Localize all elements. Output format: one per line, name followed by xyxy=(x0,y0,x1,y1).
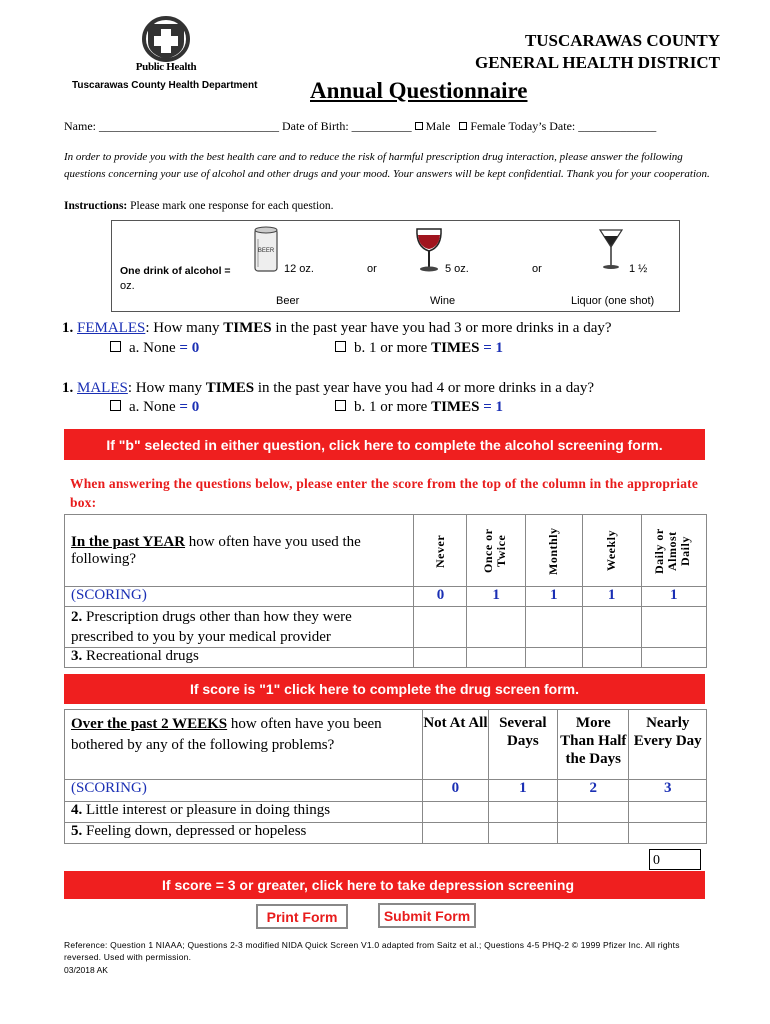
beer-can-text: BEER xyxy=(257,248,275,254)
prompt-rest: how often have you used the following? xyxy=(71,533,361,567)
answer-cell[interactable] xyxy=(423,802,488,823)
score-cell: 3 xyxy=(629,780,707,802)
question-text-b: in the past year have you had 4 or more drinks in a day? xyxy=(254,380,595,396)
checkbox[interactable] xyxy=(335,341,346,352)
answer-cell[interactable] xyxy=(525,648,582,668)
score-instruction: When answering the questions below, please enter the score from the top of the column in the appropriate box: xyxy=(70,476,699,510)
question-audience: MALES xyxy=(77,380,128,396)
col-never: Never xyxy=(432,533,447,568)
col-daily: Daily or Almost Daily xyxy=(651,527,692,574)
intro-text: In order to provide you with the best health care and to reduce the risk of harmful prescription drug interaction, please answer the following questions concerning your use of alcohol and other drugs and your mood. Your answers will be kept confidential. Thank you for your cooperation. xyxy=(64,151,710,180)
option-score: = 0 xyxy=(179,340,200,356)
answer-cell[interactable] xyxy=(467,607,525,648)
mood-table xyxy=(64,709,707,844)
drink-equivalents-box xyxy=(111,220,680,312)
instructions xyxy=(64,200,334,212)
alcohol-screening-link[interactable]: If "b" selected in either question, click here to complete the alcohol screening form. xyxy=(64,429,705,460)
liquor-amount: 1 ½ xyxy=(629,263,648,275)
form-code: 03/2018 AK xyxy=(64,965,108,975)
option-label: b. 1 or more xyxy=(354,399,432,415)
females-option-a[interactable] xyxy=(110,340,199,357)
question-5 xyxy=(65,823,423,844)
drug-prompt xyxy=(65,515,414,587)
prompt-bold: In the past YEAR xyxy=(71,533,186,550)
checkbox[interactable] xyxy=(335,400,346,411)
drug-use-table xyxy=(64,514,707,668)
q-num: 3. xyxy=(71,648,83,664)
col-header xyxy=(641,515,706,587)
option-score: = 0 xyxy=(179,399,200,415)
answer-cell[interactable] xyxy=(414,607,467,648)
score-cell: 0 xyxy=(423,780,488,802)
liquor-label: Liquor (one shot) xyxy=(571,295,655,307)
instructions-text: Please mark one response for each question. xyxy=(130,200,334,212)
col-once-twice: Once or Twice xyxy=(481,528,509,573)
col-monthly: Monthly xyxy=(546,526,561,575)
option-label: a. None xyxy=(129,399,180,415)
county-line-1: TUSCARAWAS COUNTY xyxy=(524,31,720,50)
answer-cell[interactable] xyxy=(641,648,706,668)
col-header xyxy=(582,515,641,587)
question-number: 1. xyxy=(62,380,74,396)
question-text-a: : How many xyxy=(145,320,224,336)
public-health-logo xyxy=(118,12,214,76)
logo-text: Public Health xyxy=(135,61,197,73)
beer-can-icon xyxy=(252,225,280,273)
answer-cell[interactable] xyxy=(582,607,641,648)
page-title: Annual Questionnaire xyxy=(310,78,528,103)
q-num: 5. xyxy=(71,823,83,839)
col-several-days: Several Days xyxy=(488,710,557,780)
beer-amount: 12 oz. xyxy=(284,263,314,275)
question-text-b: in the past year have you had 3 or more drinks in a day? xyxy=(271,320,612,336)
liquor-glass-icon xyxy=(598,227,624,273)
q-num: 4. xyxy=(71,802,83,818)
name-field[interactable]: Name: ______________________________ xyxy=(64,119,279,133)
patient-info-line xyxy=(64,119,656,134)
question-audience: FEMALES xyxy=(77,320,146,336)
col-not-at-all: Not At All xyxy=(423,710,488,780)
score-cell: 1 xyxy=(641,587,706,607)
scoring-label: (SCORING) xyxy=(65,587,414,607)
male-label: Male xyxy=(425,119,451,133)
q-text: Prescription drugs other than how they were prescribed to you by your medical provider xyxy=(71,609,352,645)
prompt-bold: Over the past 2 WEEKS xyxy=(71,716,228,732)
question-4 xyxy=(65,802,423,823)
or-separator-2: or xyxy=(532,263,542,275)
question-times: TIMES xyxy=(205,380,255,396)
col-header xyxy=(525,515,582,587)
answer-cell[interactable] xyxy=(488,802,557,823)
depression-screening-link[interactable]: If score = 3 or greater, click here to take depression screening xyxy=(64,871,705,899)
drug-screening-link[interactable]: If score is "1" click here to complete the drug screen form. xyxy=(64,674,705,704)
option-times: TIMES xyxy=(431,399,480,415)
dob-field[interactable]: Date of Birth: __________ xyxy=(282,119,412,133)
answer-cell[interactable] xyxy=(488,823,557,844)
score-cell: 2 xyxy=(558,780,629,802)
col-weekly: Weekly xyxy=(604,530,619,571)
submit-form-button[interactable]: Submit Form xyxy=(378,903,476,928)
question-times: TIMES xyxy=(223,320,272,336)
score-cell: 1 xyxy=(467,587,525,607)
score-cell: 0 xyxy=(414,587,467,607)
female-checkbox[interactable] xyxy=(459,122,467,130)
score-cell: 1 xyxy=(525,587,582,607)
mood-prompt xyxy=(65,710,423,780)
beer-label: Beer xyxy=(276,295,300,307)
drink-label: One drink of alcohol = xyxy=(120,265,231,277)
q-num: 2. xyxy=(71,609,83,625)
wine-glass-icon xyxy=(414,225,444,275)
option-label: b. 1 or more xyxy=(354,340,432,356)
department-name: Tuscarawas County Health Department xyxy=(72,80,258,91)
question-text-a: : How many xyxy=(127,380,206,396)
option-score: = 1 xyxy=(479,340,503,356)
checkbox[interactable] xyxy=(110,341,121,352)
score-cell: 1 xyxy=(582,587,641,607)
col-nearly-every-day: Nearly Every Day xyxy=(629,710,707,780)
wine-label: Wine xyxy=(430,295,456,307)
answer-cell[interactable] xyxy=(629,823,707,844)
answer-cell[interactable] xyxy=(582,648,641,668)
q-text: Recreational drugs xyxy=(82,648,199,664)
answer-cell[interactable] xyxy=(414,648,467,668)
checkbox[interactable] xyxy=(110,400,121,411)
option-score: = 1 xyxy=(479,399,503,415)
question-3 xyxy=(65,648,414,668)
option-times: TIMES xyxy=(431,340,480,356)
oz-wrap: oz. xyxy=(120,280,135,292)
col-more-than-half: More Than Half the Days xyxy=(558,710,629,780)
todays-date-field[interactable]: Today’s Date: _____________ xyxy=(508,119,657,133)
males-option-b[interactable] xyxy=(335,399,503,416)
reference-note: Reference: Question 1 NIAAA; Questions 2-3 modified NIDA Quick Screen V1.0 adapted from Saitz et al.; Questions 4-5 PHQ-2 © 1999 Pfizer Inc. All rights reversed. Used with permission. xyxy=(64,940,680,962)
score-cell: 1 xyxy=(488,780,557,802)
answer-cell[interactable] xyxy=(629,802,707,823)
col-header xyxy=(414,515,467,587)
prompt-rest: how often have you been bothered by any of the following problems? xyxy=(71,716,382,753)
answer-cell[interactable] xyxy=(558,823,629,844)
total-score-field[interactable]: 0 xyxy=(649,849,701,870)
question-females xyxy=(62,320,612,337)
county-line-2: GENERAL HEALTH DISTRICT xyxy=(474,53,720,72)
instructions-label: Instructions: xyxy=(64,200,128,212)
option-label: a. None xyxy=(129,340,180,356)
answer-cell[interactable] xyxy=(641,607,706,648)
col-header xyxy=(467,515,525,587)
q-text: Little interest or pleasure in doing things xyxy=(82,802,331,818)
q-text: Feeling down, depressed or hopeless xyxy=(82,823,307,839)
answer-cell[interactable] xyxy=(423,823,488,844)
question-males xyxy=(62,380,594,397)
wine-amount: 5 oz. xyxy=(445,263,469,275)
shield-cross-icon xyxy=(118,12,214,62)
question-2 xyxy=(65,607,414,648)
scoring-label: (SCORING) xyxy=(65,780,423,802)
female-label: Female xyxy=(470,119,506,133)
males-option-a[interactable] xyxy=(110,399,199,416)
answer-cell[interactable] xyxy=(558,802,629,823)
or-separator-1: or xyxy=(367,263,377,275)
answer-cell[interactable] xyxy=(525,607,582,648)
print-form-button[interactable]: Print Form xyxy=(256,904,348,929)
county-name xyxy=(475,30,720,74)
females-option-b[interactable] xyxy=(335,340,503,357)
question-number: 1. xyxy=(62,320,74,336)
male-checkbox[interactable] xyxy=(415,122,423,130)
answer-cell[interactable] xyxy=(467,648,525,668)
